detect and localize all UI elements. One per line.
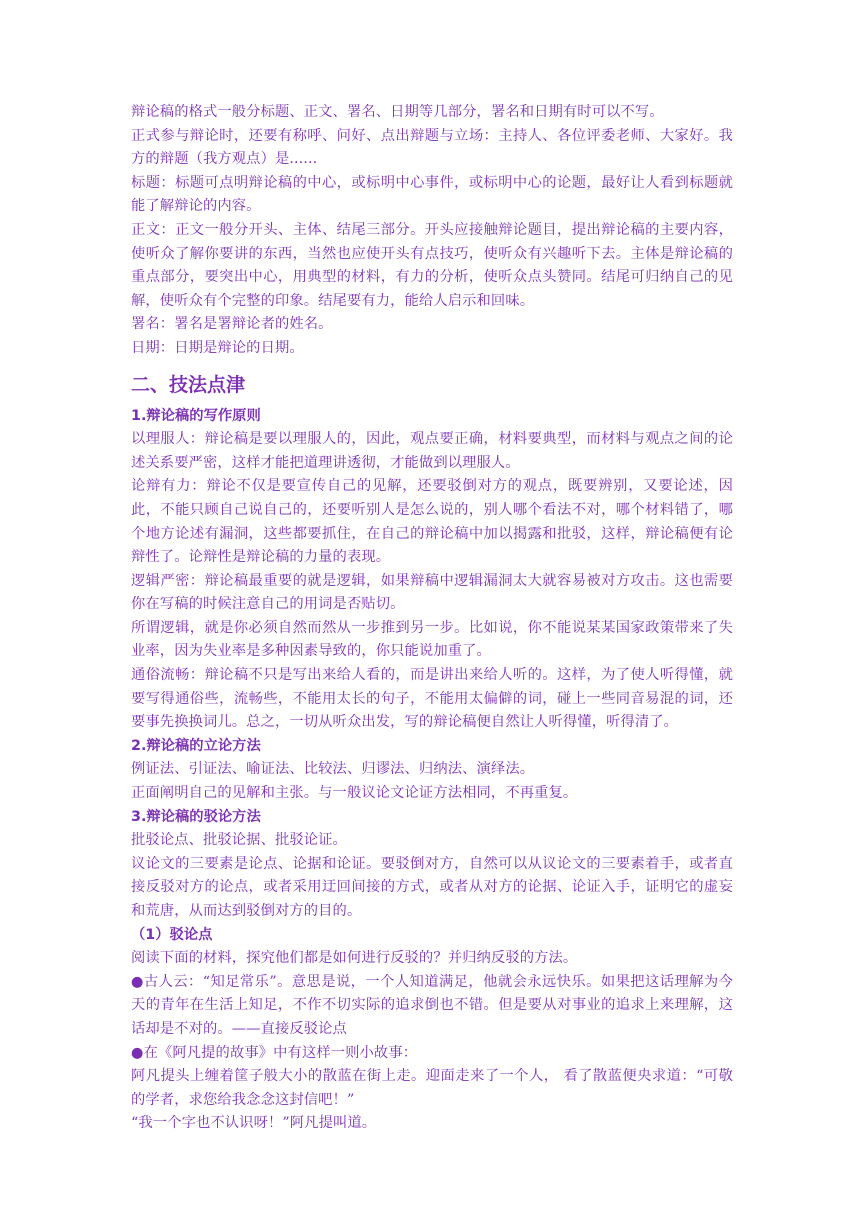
intro-paragraph: 辩论稿的格式一般分标题、正文、署名、日期等几部分，署名和日期有时可以不写。 [131, 104, 664, 120]
body-paragraph: 正面阐明自己的见解和主张。与一般议论文论证方法相同，不再重复。 [131, 785, 578, 802]
body-paragraph: 阅读下面的材料，探究他们都是如何进行反驳的？并归纳反驳的方法。 [131, 950, 578, 967]
body-paragraph: 阿凡提头上缠着筐子般大小的散蓝在街上走。迎面走来了一个人， 看了散蓝便央求道：“可敬的学者，求您给我念念这封信吧！” [131, 1068, 733, 1108]
body-paragraph: 通俗流畅：辩论稿不只是写出来给人看的，而是讲出来给人听的。这样，为了使人听得懂，就要写得通俗些，流畅些，不能用太长的句子，不能用太偏僻的词，碰上一些同音易混的词，还要事先换换词儿。总之，一切从听众出发，写的辩论稿便自然让人听得懂，听得清了。 [131, 667, 733, 731]
intro-paragraph: 正文：正文一般分开头、主体、结尾三部分。开头应接触辩论题目，提出辩论稿的主要内容，使听众了解你要讲的东西，当然也应使开头有点技巧，使听众有兴趣听下去。主体是辩论稿的重点部分，要突出中心，用典型的材料，有力的分析，使听众点头赞同。结尾可归纳自己的见解，使听众有个完整的印象。结尾要有力，能给人启示和回味。 [131, 221, 733, 309]
subsection-heading: 3.辩论稿的驳论方法 [131, 808, 261, 825]
body-paragraph: 批驳论点、批驳论据、批驳论证。 [131, 832, 347, 849]
body-paragraph: 所谓逻辑，就是你必须自然而然从一步推到另一步。比如说，你不能说某某国家政策带来了失业率，因为失业率是多种因素导致的，你只能说加重了。 [131, 619, 733, 660]
body-paragraph: “我一个字也不认识呀！”阿凡提叫道。 [131, 1115, 377, 1132]
body-paragraph: ●古人云：“知足常乐”。意思是说，一个人知道满足，他就会永远快乐。如果把这话理解为今天的青年在生活上知足，不作不切实际的追求倒也不错。但是要从对事业的追求上来理解，这话却是不对的。——直接反驳论点 [131, 973, 733, 1037]
body-paragraph: 议论文的三要素是论点、论据和论证。要驳倒对方，自然可以从议论文的三要素着手，或者直接反驳对方的论点，或者采用迂回间接的方式，或者从对方的论据、论证入手，证明它的虚妄和荒唐，从而达到驳倒对方的目的。 [131, 855, 733, 919]
document-body [131, 101, 733, 1136]
subsection-heading: 2.辩论稿的立论方法 [131, 737, 261, 754]
intro-paragraph: 日期：日期是辩论的日期。 [131, 339, 304, 356]
body-paragraph: ●在《阿凡提的故事》中有这样一则小故事： [131, 1044, 418, 1061]
body-paragraph: 论辩有力：辩论不仅是要宣传自己的见解，还要驳倒对方的观点，既要辨别，又要论述，因此，不能只顾自己说自己的，还要听别人是怎么说的，别人哪个看法不对，哪个材料错了，哪个地方论述有漏洞，这些都要抓住，在自己的辩论稿中加以揭露和批驳，这样，辩论稿便有论辩性了。论辩性是辩论稿的力量的表现。 [131, 478, 733, 566]
subsection-heading: 1.辩论稿的写作原则 [131, 407, 261, 424]
intro-paragraph: 正式参与辩论时，还要有称呼、问好、点出辩题与立场：主持人、各位评委老师、大家好。我方的辩题（我方观点）是...... [131, 127, 733, 168]
sub-subsection-heading: （1）驳论点 [131, 926, 213, 943]
intro-paragraph: 标题：标题可点明辩论稿的中心，或标明中心事件，或标明中心的论题，最好让人看到标题就能了解辩论的内容。 [131, 174, 733, 215]
section-heading: 二、技法点津 [131, 373, 246, 396]
body-paragraph: 逻辑严密：辩论稿最重要的就是逻辑，如果辩稿中逻辑漏洞太大就容易被对方攻击。这也需要你在写稿的时候注意自己的用词是否贴切。 [131, 572, 733, 613]
body-paragraph: 以理服人：辩论稿是要以理服人的，因此，观点要正确，材料要典型，而材料与观点之间的论述关系要严密，这样才能把道理讲透彻，才能做到以理服人。 [131, 431, 733, 471]
body-paragraph: 例证法、引证法、喻证法、比较法、归谬法、归纳法、演绎法。 [131, 761, 535, 778]
intro-paragraph: 署名：署名是署辩论者的姓名。 [131, 316, 333, 333]
